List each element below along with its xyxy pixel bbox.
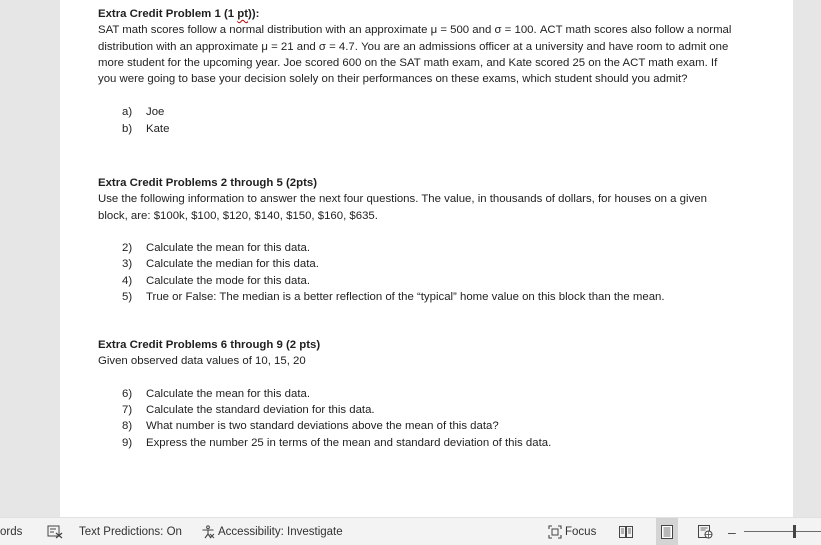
problem-1-options [98,104,738,137]
zoom-slider-track[interactable] [744,531,821,532]
problem-2-heading: Extra Credit Problems 2 through 5 (2pts) [98,177,317,190]
zoom-out-button[interactable]: – [728,524,736,540]
proofing-icon[interactable] [47,518,63,545]
list-item: 5) True or False: The median is a better reflection of the “typical” home value on this block than the mean. [122,290,665,303]
list-item: 6) Calculate the mean for this data. [122,387,310,400]
list-item: a) Joe [122,106,165,119]
problem-1-heading: Extra Credit Problem 1 (1 pt)): [98,8,260,20]
text-predictions-status[interactable]: Text Predictions: On [79,526,182,538]
document-page[interactable] [60,0,793,517]
spelling-flagged-word[interactable]: pt [237,8,249,20]
problem-2-text: Use the following information to answer the next four questions. The value, in thousands of dollars, for houses on a given block, are: $100k, $100, $120, $140, $150, $160, $635. [98,193,707,222]
status-bar [0,517,821,545]
accessibility-label: Accessibility: Investigate [218,526,343,538]
zoom-slider-thumb[interactable] [793,525,796,538]
list-item: 4) Calculate the mode for this data. [122,274,310,287]
accessibility-status[interactable] [201,518,343,545]
print-layout-icon[interactable] [656,518,678,545]
problem-3-items [98,386,738,451]
focus-button[interactable] [548,518,596,545]
problem-3-heading: Extra Credit Problems 6 through 9 (2 pts) [98,339,321,352]
list-item: b) Kate [122,122,170,135]
focus-label: Focus [565,526,597,538]
problem-3-text: Given observed data values of 10, 15, 20 [98,355,306,368]
accessibility-icon [201,525,215,539]
vertical-scrollbar-track[interactable] [793,0,821,517]
list-item: 9) Express the number 25 in terms of the mean and standard deviation of this data. [122,436,552,449]
web-layout-icon[interactable] [698,518,713,545]
read-mode-icon[interactable] [619,518,633,545]
problem-2-items [98,240,738,305]
problem-1-text: SAT math scores follow a normal distribution with an approximate μ = 500 and σ = 100. ACT math scores also follow a normal distribution with an approximate μ = 21 and σ = 4.7. You are an admissions officer at a university and have room to admit one more student for the upcoming year. Joe scored 600 on the SAT math exam, and Kate scored 25 on the ACT math exam. If you were going to base your decision solely on their performances on these exams, which student should you admit? [98,24,732,86]
list-item: 2) Calculate the mean for this data. [122,241,310,254]
list-item: 7) Calculate the standard deviation for this data. [122,404,375,417]
list-item: 3) Calculate the median for this data. [122,258,319,271]
word-count[interactable]: ords [0,526,23,538]
document-body[interactable] [98,6,738,451]
focus-icon [548,525,562,539]
list-item: 8) What number is two standard deviations above the mean of this data? [122,420,499,433]
